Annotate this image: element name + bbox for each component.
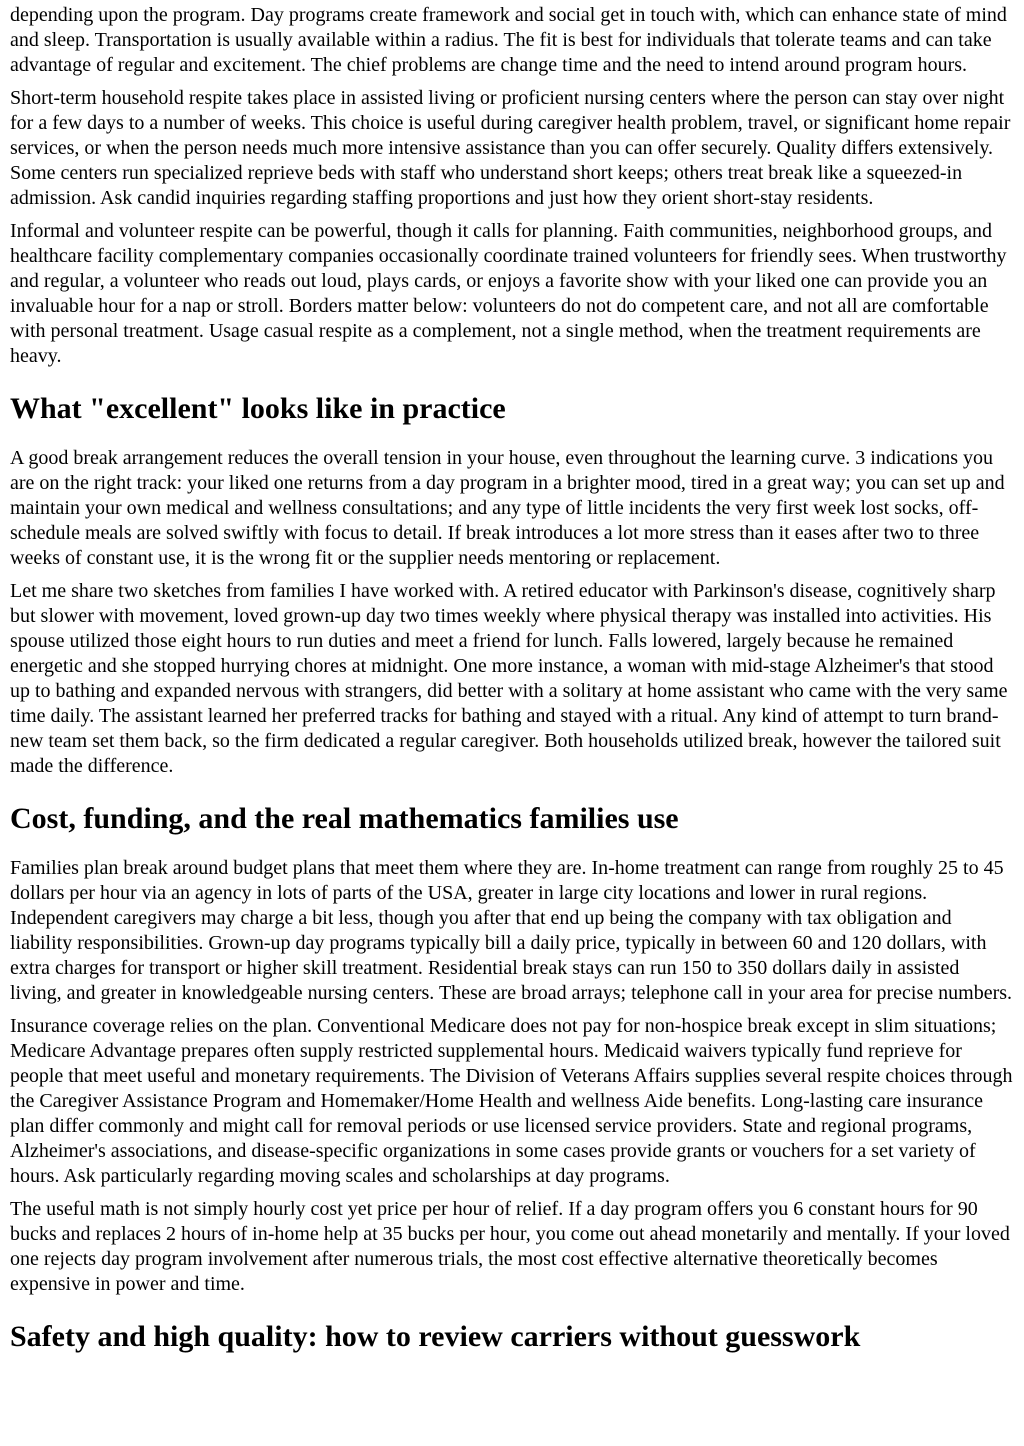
article-body — [0, 3, 1024, 1354]
paragraph-budget-plans: Families plan break around budget plans that meet them where they are. In-home treatment can range from roughly 25 to 45 dollars per hour via an agency in lots of parts of the USA, greater in large city locations and lower in rural regions. Independent caregivers may charge a bit less, though you after that end up being the company with tax obligation and liability responsibilities. Grown-up day programs typically bill a daily price, typically in between 60 and 120 dollars, with extra charges for transport or higher skill treatment. Residential break stays can run 150 to 350 dollars daily in assisted living, and greater in knowledgeable nursing centers. These are broad arrays; telephone call in your area for precise numbers. — [10, 857, 1013, 1004]
section-heading-what-excellent-looks-like: What "excellent" looks like in practice — [10, 392, 506, 425]
paragraph-informal-volunteer-respite: Informal and volunteer respite can be powerful, though it calls for planning. Faith communities, neighborhood groups, and healthcare facility complementary companies occasionally coordinate trained volunteers for friendly sees. When trustworthy and regular, a volunteer who reads out loud, plays cards, or enjoys a favorite show with your liked one can provide you an invaluable hour for a nap or stroll. Borders matter below: volunteers do not do competent care, and not all are comfortable with personal treatment. Usage casual respite as a complement, not a single method, when the treatment requirements are heavy. — [10, 220, 1007, 367]
paragraph-insurance-coverage: Insurance coverage relies on the plan. Conventional Medicare does not pay for non-hospice break except in slim situations; Medicare Advantage prepares often supply restricted supplemental hours. Medicaid waivers typically fund reprieve for people that meet useful and monetary requirements. The Division of Veterans Affairs supplies several respite choices through the Caregiver Assistance Program and Homemaker/Home Health and wellness Aide benefits. Long-lasting care insurance plan differ commonly and might call for removal periods or use licensed service providers. State and regional programs, Alzheimer's associations, and disease-specific organizations in some cases provide grants or vouchers for a set variety of hours. Ask particularly regarding moving scales and scholarships at day programs. — [10, 1015, 1013, 1187]
paragraph-short-term-respite: Short-term household respite takes place in assisted living or proficient nursing centers where the person can stay over night for a few days to a number of weeks. This choice is useful during caregiver health problem, travel, or significant home repair services, or when the person needs much more intensive assistance than you can offer securely. Quality differs extensively. Some centers run specialized reprieve beds with staff who understand short keeps; others treat break like a squeezed-in admission. Ask candid inquiries regarding staffing proportions and just how they orient short-stay residents. — [10, 87, 1011, 209]
paragraph-good-break-arrangement: A good break arrangement reduces the overall tension in your house, even throughout the learning curve. 3 indications you are on the right track: your liked one returns from a day program in a brighter mood, tired in a great way; you can set up and maintain your own medical and wellness consultations; and any type of little incidents the very first week lost socks, off-schedule meals are solved swiftly with focus to detail. If break introduces a lot more stress than it eases after two to three weeks of constant use, it is the wrong fit or the supplier needs mentoring or replacement. — [10, 447, 1005, 569]
section-heading-safety-quality: Safety and high quality: how to review carriers without guesswork — [10, 1320, 861, 1353]
paragraph-two-sketches: Let me share two sketches from families I have worked with. A retired educator with Parkinson's disease, cognitively sharp but slower with movement, loved grown-up day two times weekly where physical therapy was installed into activities. His spouse utilized those eight hours to run duties and meet a friend for lunch. Falls lowered, largely because he remained energetic and she stopped hurrying chores at midnight. One more instance, a woman with mid-stage Alzheimer's that stood up to bathing and expanded nervous with strangers, did better with a solitary at home assistant who came with the very same time daily. The assistant learned her preferred tracks for bathing and stayed with a ritual. Any kind of attempt to turn brand-new team set them back, so the firm dedicated a regular caregiver. Both households utilized break, however the tailored suit made the difference. — [10, 580, 1008, 777]
paragraph-useful-math: The useful math is not simply hourly cost yet price per hour of relief. If a day program offers you 6 constant hours for 90 bucks and replaces 2 hours of in-home help at 35 bucks per hour, you come out ahead monetarily and mentally. If your loved one rejects day program involvement after numerous trials, the most cost effective alternative theoretically becomes expensive in power and time. — [10, 1198, 1010, 1295]
section-heading-cost-funding: Cost, funding, and the real mathematics families use — [10, 802, 679, 835]
paragraph-day-programs: depending upon the program. Day programs create framework and social get in touch with, which can enhance state of mind and sleep. Transportation is usually available within a radius. The fit is best for individuals that tolerate teams and can take advantage of regular and excitement. The chief problems are change time and the need to intend around program hours. — [10, 4, 1007, 76]
